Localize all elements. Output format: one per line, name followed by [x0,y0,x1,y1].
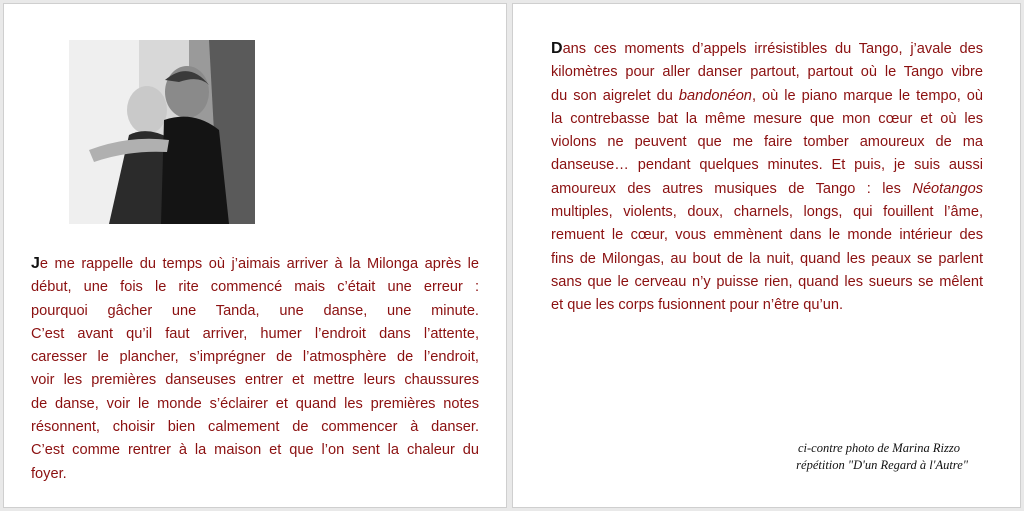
emphasis-bandoneon: bandonéon [678,87,752,104]
tango-couple-illustration [69,40,255,224]
text-line: C’est comme rentrer à la maison et que l’on sent la chaleur du [31,442,479,459]
text-line: Je me rappelle du temps où j’aimais arriver à la Milonga après le [31,255,479,272]
text-line: kilomètres pour aller danser partout, partout où le Tango vibre [551,64,983,81]
text-line: et que les corps fusionnent pour n’être qu’un. [551,297,844,314]
left-page [3,3,507,508]
text-line: du son aigrelet du bandonéon, où le piano marque le tempo, où [551,87,983,104]
text-line: multiples, violents, doux, charnels, longs, qui fouillent l’âme, [551,204,983,221]
text-line: danseuse… pendant quelques minutes. Et puis, je suis aussi [551,157,983,174]
text-line: amoureux des autres musiques de Tango : les Néotangos [551,180,983,197]
text-line: Dans ces moments d’appels irrésistibles du Tango, j’avale des [551,40,983,57]
text-line: début, une fois le rite commencé mais c’était une erreur : [31,279,479,296]
tango-couple-photo [69,40,255,224]
text-line: pourquoi gâcher une Tanda, une danse, une minute. [31,302,479,319]
left-paragraph [31,252,479,486]
dropcap-j: J [31,255,40,272]
text-line: voir les premières danseuses entrer et mettre leurs chaussures [31,372,479,389]
rehearsal-caption: répétition "D'un Regard à l'Autre" [796,458,968,472]
text-line: violons ne peuvent que me faire tomber amoureux de ma [551,134,983,151]
text-line: C’est avant qu’il faut arriver, humer l’endroit dans l’attente, [31,325,479,342]
text-line: sans que le cerveau n’y puisse rien, quand les sueurs se mêlent [551,273,983,290]
emphasis-neotangos: Néotangos [912,180,983,197]
photo-credit-caption: ci-contre photo de Marina Rizzo [797,441,960,455]
right-page [512,3,1021,508]
right-paragraph [551,37,983,318]
dropcap-d: D [551,40,563,57]
text-line: fins de Milongas, au bout de la nuit, quand les peaux se parlent [551,250,983,267]
text-line: la contrebasse bat la même mesure que mon cœur et où les [551,110,983,127]
text-line: caresser le plancher, s’imprégner de l’atmosphère de l’endroit, [31,349,479,366]
text-line: foyer. [31,465,67,482]
text-line: résonnent, choisir bien calmement de commencer à danser. [31,419,479,436]
text-line: de danse, voir le monde s’éclairer et quand les premières notes [31,395,479,412]
text-line: remuent le cœur, vous emmènent dans le monde intérieur des [551,227,983,244]
